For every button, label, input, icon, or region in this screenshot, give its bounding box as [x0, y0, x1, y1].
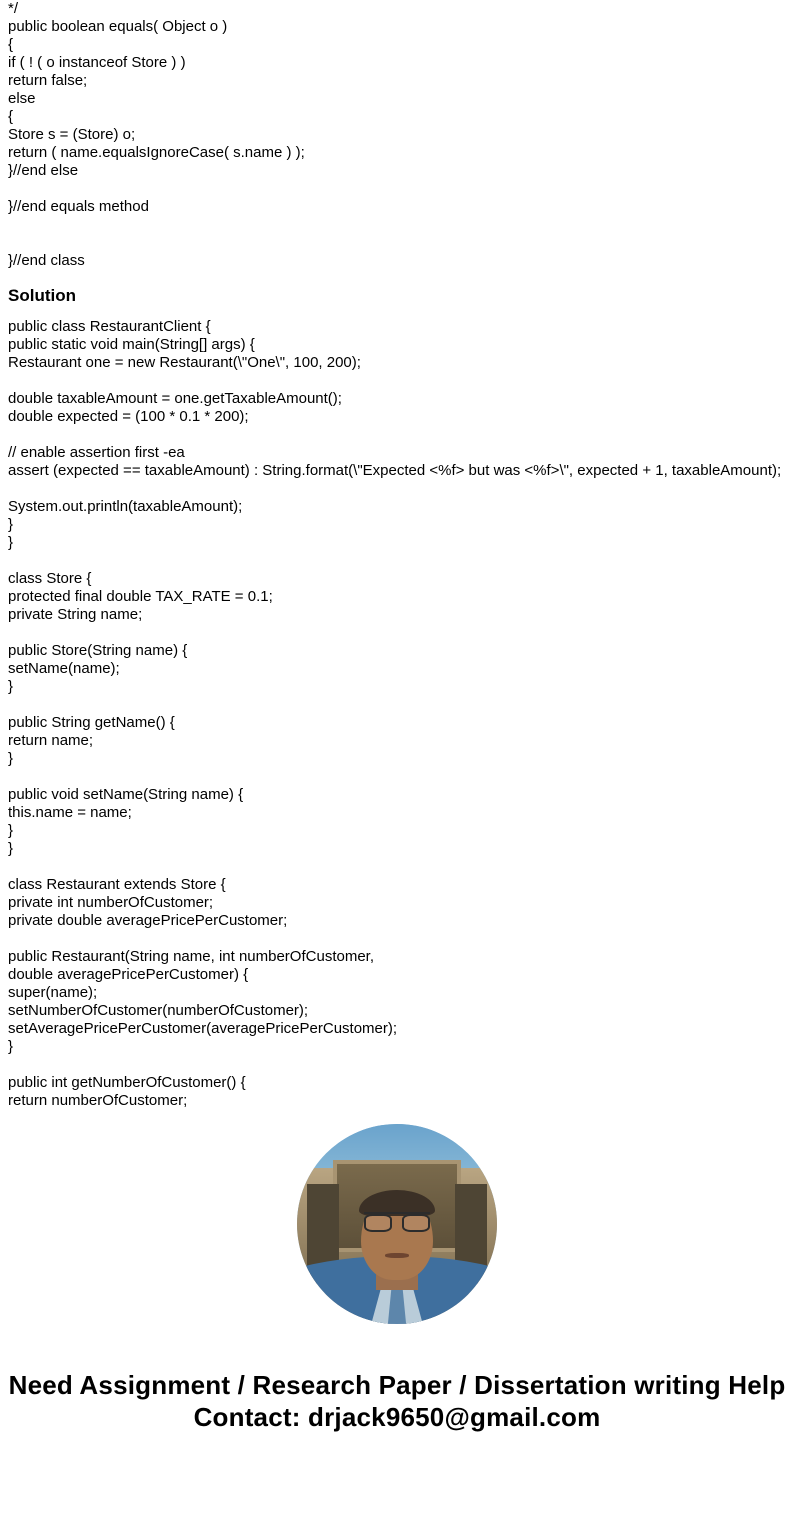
code-line: public int getNumberOfCustomer() {	[8, 1074, 246, 1091]
code-line: class Restaurant extends Store {	[8, 876, 226, 893]
solution-heading: Solution	[8, 286, 76, 305]
code-line: }	[8, 750, 14, 767]
code-line: private int numberOfCustomer;	[8, 894, 214, 911]
code-line: if ( ! ( o instanceof Store ) )	[8, 54, 186, 71]
code-line: System.out.println(taxableAmount);	[8, 498, 243, 515]
code-line: }	[8, 822, 14, 839]
code-line: class Store {	[8, 570, 92, 587]
code-line: {	[8, 108, 14, 125]
code-line: public void setName(String name) {	[8, 786, 244, 803]
code-line-blank	[8, 696, 786, 714]
code-line: */	[8, 0, 19, 17]
code-line: protected final double TAX_RATE = 0.1;	[8, 588, 273, 605]
code-line-blank	[8, 858, 786, 876]
code-line: public Store(String name) {	[8, 642, 188, 659]
code-line: public class RestaurantClient {	[8, 318, 211, 335]
code-line: }//end else	[8, 162, 79, 179]
avatar	[297, 1124, 497, 1324]
code-line-blank	[8, 234, 786, 252]
code-line: }	[8, 678, 14, 695]
code-line-blank	[8, 180, 786, 198]
code-line: public String getName() {	[8, 714, 175, 731]
code-line-blank	[8, 624, 786, 642]
code-line-blank	[8, 426, 786, 444]
code-line: }	[8, 1038, 14, 1055]
code-line: assert (expected == taxableAmount) : String.format(\"Expected <%f> but was <%f>\", expected + 1, taxableAmount);	[8, 462, 782, 479]
code-line: setName(name);	[8, 660, 120, 677]
solution-code-block	[8, 318, 786, 1110]
code-line-blank	[8, 552, 786, 570]
code-line: setAveragePricePerCustomer(averagePricePerCustomer);	[8, 1020, 398, 1037]
code-line: }	[8, 516, 14, 533]
code-line: {	[8, 36, 14, 53]
code-line: double expected = (100 * 0.1 * 200);	[8, 408, 249, 425]
code-line: return ( name.equalsIgnoreCase( s.name ) );	[8, 144, 305, 161]
footer-contact	[8, 1370, 786, 1432]
code-line: private String name;	[8, 606, 143, 623]
top-code-block	[8, 0, 786, 270]
code-line: return name;	[8, 732, 94, 749]
code-line: public static void main(String[] args) {	[8, 336, 255, 353]
code-line: private double averagePricePerCustomer;	[8, 912, 288, 929]
code-line: return false;	[8, 72, 88, 89]
code-line-blank	[8, 480, 786, 498]
avatar-mouth	[385, 1253, 409, 1258]
code-line: super(name);	[8, 984, 98, 1001]
code-line-blank	[8, 216, 786, 234]
code-line-blank	[8, 930, 786, 948]
code-line: }	[8, 534, 14, 551]
code-line-blank	[8, 372, 786, 390]
glasses-icon	[364, 1212, 430, 1232]
code-line: // enable assertion first -ea	[8, 444, 185, 461]
code-line-blank	[8, 1056, 786, 1074]
code-line-blank	[8, 768, 786, 786]
code-line: public Restaurant(String name, int numberOfCustomer,	[8, 948, 374, 965]
code-line: }//end equals method	[8, 198, 149, 215]
code-line: Restaurant one = new Restaurant(\"One\", 100, 200);	[8, 354, 361, 371]
code-line: public boolean equals( Object o )	[8, 18, 228, 35]
code-line: return numberOfCustomer;	[8, 1092, 188, 1109]
code-line: double taxableAmount = one.getTaxableAmount();	[8, 390, 342, 407]
code-line: setNumberOfCustomer(numberOfCustomer);	[8, 1002, 309, 1019]
code-line: Store s = (Store) o;	[8, 126, 136, 143]
avatar-container	[8, 1124, 786, 1324]
code-line: }//end class	[8, 252, 85, 269]
footer-line-1: Need Assignment / Research Paper / Dissertation writing Help	[8, 1370, 786, 1400]
code-line: }	[8, 840, 14, 857]
code-line: double averagePricePerCustomer) {	[8, 966, 249, 983]
code-line: this.name = name;	[8, 804, 132, 821]
footer-line-2: Contact: drjack9650@gmail.com	[193, 1402, 601, 1432]
code-line: else	[8, 90, 36, 107]
